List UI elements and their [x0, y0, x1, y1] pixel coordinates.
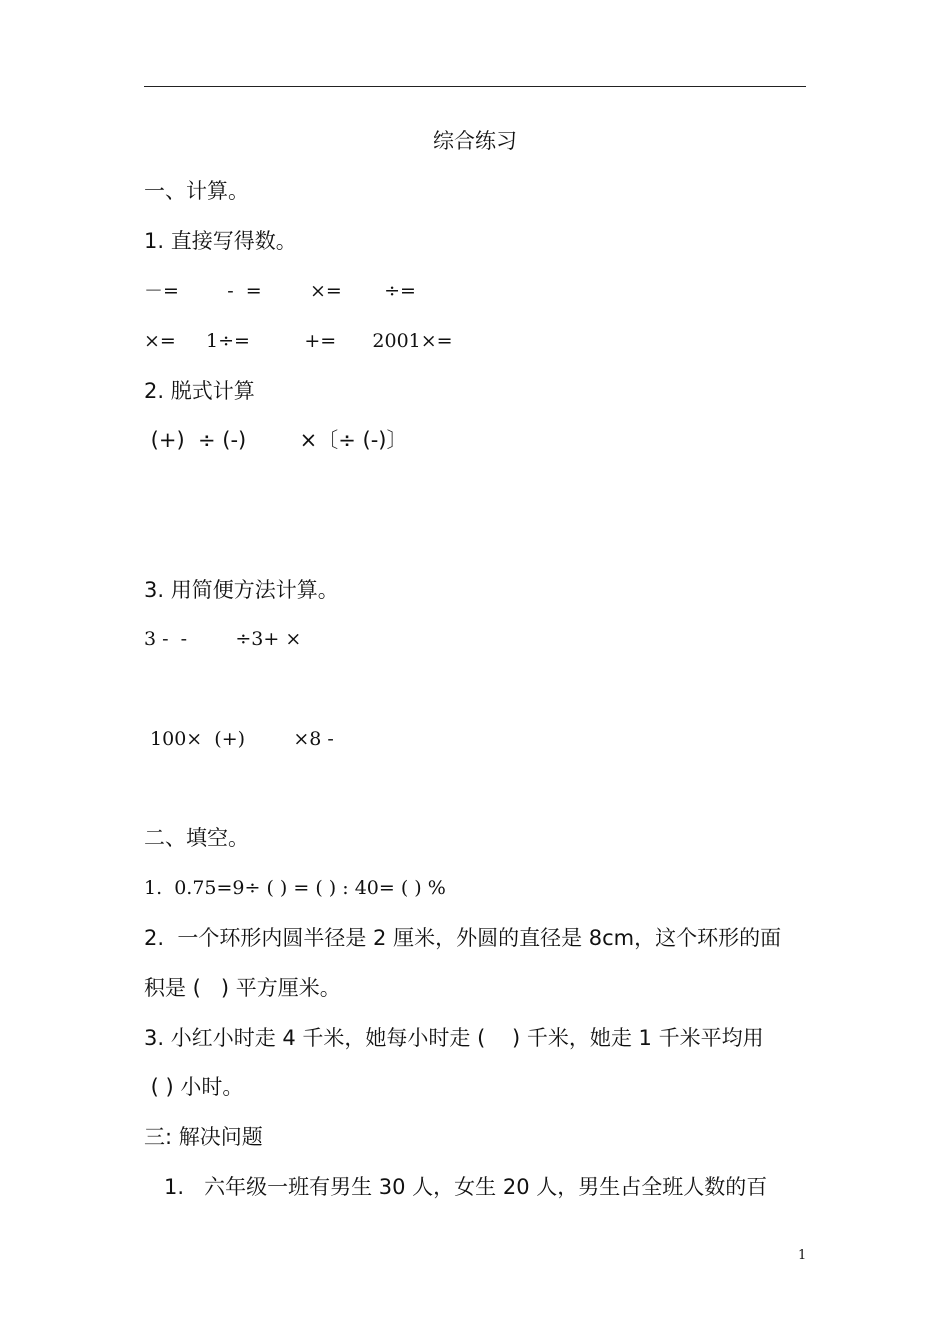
question-2-3-line-2: ( ) 小时。 [144, 1075, 244, 1099]
question-2-2-line-2: 积是 ( ) 平方厘米。 [144, 976, 341, 1000]
question-2-2-line-1: 2. 一个环形内圆半径是 2 厘米，外圆的直径是 8cm，这个环形的面 [144, 926, 782, 950]
section-2-heading: 二、填空。 [144, 826, 249, 850]
question-2-1: 1. 0.75=9÷ ( ) = ( ) : 40= ( ) % [144, 877, 446, 899]
page-title: 综合练习 [433, 129, 517, 153]
page-number: 1 [798, 1248, 807, 1263]
question-1-1-row-1: －= - = ×= ÷= [144, 280, 416, 302]
question-1-3-expression-2: 100× (+) ×8 - [144, 728, 334, 750]
section-1-heading: 一、计算。 [144, 179, 249, 203]
question-1-1-label: 1. 直接写得数。 [144, 229, 297, 253]
question-1-3-expression-1: 3 - - ÷3+ × [144, 628, 302, 650]
header-rule [144, 86, 806, 87]
question-1-1-row-2: ×= 1÷= += 2001×= [144, 330, 453, 352]
question-2-3-line-1: 3. 小红小时走 4 千米，她每小时走 ( ) 千米，她走 1 千米平均用 [144, 1026, 764, 1050]
section-3-heading: 三: 解决问题 [144, 1125, 263, 1149]
question-1-2-label: 2. 脱式计算 [144, 379, 255, 403]
question-1-3-label: 3. 用简便方法计算。 [144, 578, 339, 602]
question-1-2-expression: (+) ÷ (-) ×〔÷ (-)〕 [144, 428, 408, 452]
question-3-1-line-1: 1. 六年级一班有男生 30 人，女生 20 人，男生占全班人数的百 [144, 1175, 768, 1199]
